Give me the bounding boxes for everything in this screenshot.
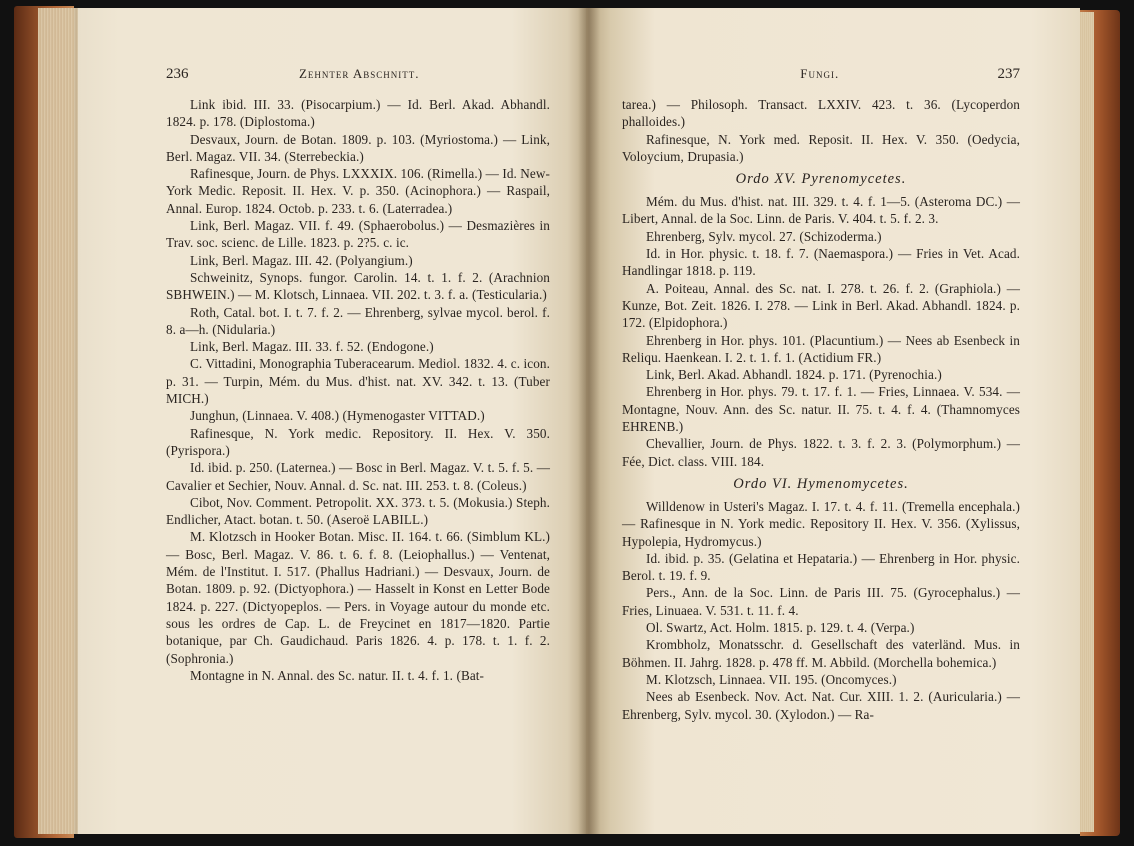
paragraph: Willdenow in Usteri's Magaz. I. 17. t. 4. f. 11. (Tremella encephala.) — Rafinesque in N. York medic. Repository II. Hex. V. 356. (Xylissus, Hypolepia, Hydromycus.) xyxy=(622,498,1020,549)
paragraph: Id. ibid. p. 35. (Gelatina et Hepataria.) — Ehrenberg in Hor. physic. Berol. t. 19. f. 9. xyxy=(622,550,1020,584)
section-heading-ordo-xvi: Ordo VI. Hymenomycetes. xyxy=(733,475,909,492)
paragraph: Id. ibid. p. 250. (Laternea.) — Bosc in Berl. Magaz. V. t. 5. f. 5. — Cavalier et Sechier, Nouv. Annal. d. Sc. nat. III. 253. t. 8. (Coleus.) xyxy=(166,460,550,493)
paragraph: Link, Berl. Akad. Abhandl. 1824. p. 171. (Pyrenochia.) xyxy=(646,367,942,383)
right-page xyxy=(586,8,1080,834)
right-running-head: Fungi. xyxy=(800,66,840,81)
paragraph: Montagne in N. Annal. des Sc. natur. II. t. 4. f. 1. (Bat- xyxy=(190,667,485,683)
paragraph: Link, Berl. Magaz. VII. f. 49. (Sphaerobolus.) — Desmazières in Trav. soc. scienc. de Lille. 1823. p. 2?5. c. ic. xyxy=(166,218,550,251)
paragraph: M. Klotzsch in Hooker Botan. Misc. II. 164. t. 66. (Simblum KL.) — Bosc, Berl. Magaz. V. 86. t. 6. f. 8. (Leiophallus.) — Ventenat, Mém. de l'Institut. I. 517. (Phallus Hadriani.) — Desvaux, Journ. de Botan. 1809. p. 92. (Dictyophora.) — Hasselt in Konst en Letter Bode 1824. p. 227. (Dictyopeplos. — Pers. in Voyage autour du monde etc. sous les ordres de Cap. L. de Freycinet en 1817—1820. Partie botanique, par Ch. Gaudichaud. Paris 1826. 4. p. 178. t. 1. f. 2. (Sophronia.) xyxy=(166,529,550,666)
paragraph: Roth, Catal. bot. I. t. 7. f. 2. — Ehrenberg, sylvae mycol. berol. f. 8. a—h. (Nidularia.) xyxy=(166,304,550,337)
paragraph: Link, Berl. Magaz. III. 33. f. 52. (Endogone.) xyxy=(190,339,434,355)
paragraph: Ol. Swartz, Act. Holm. 1815. p. 129. t. 4. (Verpa.) xyxy=(646,620,915,636)
book-gutter xyxy=(578,8,600,834)
right-page-header xyxy=(622,66,1020,88)
paragraph: Ehrenberg, Sylv. mycol. 27. (Schizoderma.) xyxy=(646,228,882,244)
left-page-header xyxy=(166,66,550,88)
left-running-head: Zehnter Abschnitt. xyxy=(298,66,420,81)
paragraph: Junghun, (Linnaea. V. 408.) (Hymenogaster VITTAD.) xyxy=(190,408,485,424)
paragraph: Nees ab Esenbeck. Nov. Act. Nat. Cur. XIII. 1. 2. (Auricularia.) — Ehrenberg, Sylv. mycol. 30. (Xylodon.) — Ra- xyxy=(622,689,1020,722)
right-page-body xyxy=(622,96,1020,723)
left-page xyxy=(78,8,588,834)
left-page-number: 236 xyxy=(166,66,189,82)
paragraph: Schweinitz, Synops. fungor. Carolin. 14. t. 1. f. 2. (Arachnion SBHWEIN.) — M. Klotsch, Linnaea. VII. 202. t. 3. f. a. (Testicularia.) xyxy=(166,269,550,303)
paragraph: Rafinesque, Journ. de Phys. LXXXIX. 106. (Rimella.) — Id. New-York Medic. Reposit. II. Hex. V. p. 350. (Acinophora.) — Raspail, Annal. Europ. 1824. Octob. p. 233. t. 6. (Laterradea.) xyxy=(166,166,551,216)
paragraph: A. Poiteau, Annal. des Sc. nat. I. 278. t. 26. f. 2. (Graphiola.) — Kunze, Bot. Zeit. 1826. I. 278. — Link in Berl. Akad. Abhandl. 1824. p. 172. (Elpidophora.) xyxy=(622,280,1020,331)
section-heading-ordo-xv: Ordo XV. Pyrenomycetes. xyxy=(735,171,907,188)
paragraph: Rafinesque, N. York med. Reposit. II. Hex. V. 350. (Oedycia, Voloycium, Drupasia.) xyxy=(622,131,1020,164)
paragraph: tarea.) — Philosoph. Transact. LXXIV. 423. t. 36. (Lycoperdon phalloides.) xyxy=(622,97,1020,130)
paragraph: Ehrenberg in Hor. phys. 101. (Placuntium.) — Nees ab Esenbeck in Reliqu. Haenkean. I. 2. t. 1. f. 1. (Actidium FR.) xyxy=(622,332,1020,365)
paragraph: Cibot, Nov. Comment. Petropolit. XX. 373. t. 5. (Mokusia.) Steph. Endlicher, Atact. botan. t. 50. (Aseroë LABILL.) xyxy=(166,494,550,528)
paragraph: Mém. du Mus. d'hist. nat. III. 329. t. 4. f. 1—5. (Asteroma DC.) — Libert, Annal. de la Soc. Linn. de Paris. V. 404. t. 5. f. 2. 3. xyxy=(622,194,1020,227)
right-page-number: 237 xyxy=(997,66,1020,82)
paragraph: Link ibid. III. 33. (Pisocarpium.) — Id. Berl. Akad. Abhandl. 1824. p. 178. (Diplostoma.) xyxy=(166,97,550,130)
paragraph: Chevallier, Journ. de Phys. 1822. t. 3. f. 2. 3. (Polymorphum.) — Fée, Dict. class. VIII. 184. xyxy=(622,436,1020,469)
paragraph: Link, Berl. Magaz. III. 42. (Polyangium.) xyxy=(190,252,413,268)
paragraph: Rafinesque, N. York medic. Repository. II. Hex. V. 350. (Pyrispora.) xyxy=(166,425,550,458)
left-page-body xyxy=(166,96,550,684)
paragraph: M. Klotzsch, Linnaea. VII. 195. (Oncomyces.) xyxy=(646,671,897,687)
paragraph: Pers., Ann. de la Soc. Linn. de Paris III. 75. (Gyrocephalus.) — Fries, Linuaea. V. 531. t. 11. f. 4. xyxy=(622,585,1020,618)
paragraph: Ehrenberg in Hor. phys. 79. t. 17. f. 1. — Fries, Linnaea. V. 534. — Montagne, Nouv. Ann. des Sc. natur. II. 75. t. 4. f. 4. (Thamnomyces EHRENB.) xyxy=(622,384,1020,435)
paragraph: Id. in Hor. physic. t. 18. f. 7. (Naemaspora.) — Fries in Vet. Acad. Handlingar 1818. p. 119. xyxy=(622,246,1020,279)
paragraph: Krombholz, Monatsschr. d. Gesellschaft des vaterländ. Mus. in Böhmen. II. Jahrg. 1828. p. 478 ff. M. Abbild. (Morchella bohemica.) xyxy=(622,637,1020,670)
paragraph: C. Vittadini, Monographia Tuberacearum. Mediol. 1832. 4. c. icon. p. 31. — Turpin, Mém. du Mus. d'hist. nat. XV. 342. t. 13. (Tuber MICH.) xyxy=(166,356,551,407)
paragraph: Desvaux, Journ. de Botan. 1809. p. 103. (Myriostoma.) — Link, Berl. Magaz. VII. 34. (Sterrebeckia.) xyxy=(166,131,550,164)
